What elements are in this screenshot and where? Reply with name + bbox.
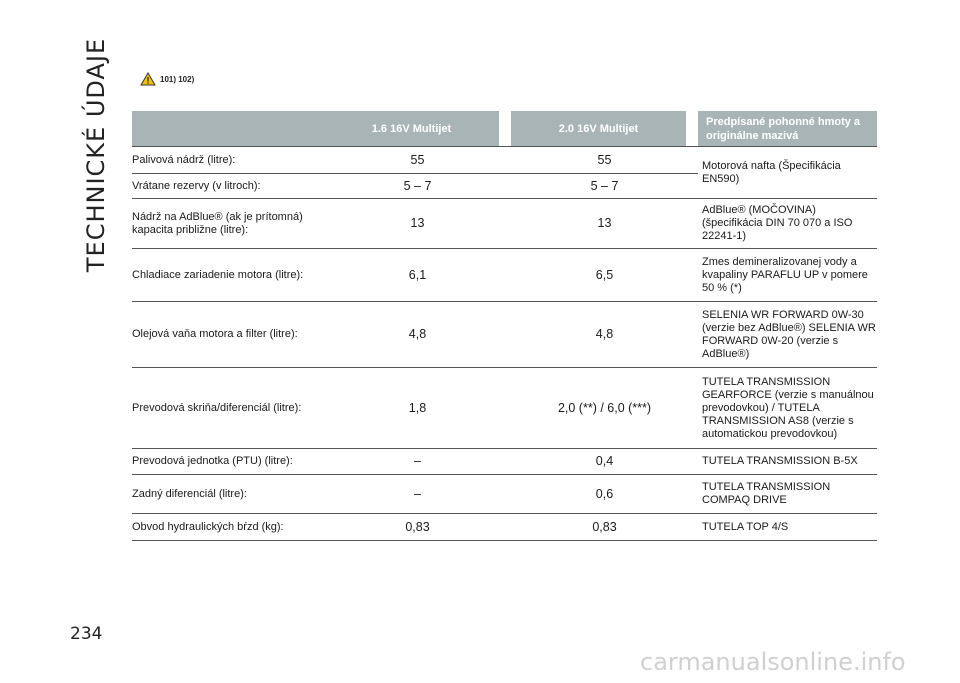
row-name: Prevodová jednotka (PTU) (litre):	[132, 449, 324, 475]
row-value-engine-2: 0,83	[511, 514, 698, 541]
row-value-engine-1: –	[324, 475, 511, 514]
row-value-engine-2: 13	[511, 199, 698, 249]
row-name: Zadný diferenciál (litre):	[132, 475, 324, 514]
row-value-engine-2: 2,0 (**) / 6,0 (***)	[511, 368, 698, 449]
warning-triangle-icon	[140, 72, 156, 86]
page-number: 234	[70, 624, 103, 644]
row-value-engine-2: 5 – 7	[511, 174, 698, 199]
header-fluids: Predpísané pohonné hmoty a originálne mazivá	[698, 111, 877, 147]
row-spec: SELENIA WR FORWARD 0W-30 (verzie bez AdBlue®) SELENIA WR FORWARD 0W-20 (verzie s AdBlue®)	[698, 302, 877, 368]
watermark: carmanualsonline.info	[640, 648, 906, 676]
row-value-engine-1: –	[324, 449, 511, 475]
warning-references	[140, 72, 194, 86]
row-value-engine-1: 13	[324, 199, 511, 249]
fluids-table-wrapper	[132, 111, 877, 541]
header-label-col	[132, 111, 324, 147]
fluids-table	[132, 111, 877, 541]
row-name: Nádrž na AdBlue® (ak je prítomná) kapacita približne (litre):	[132, 199, 324, 249]
header-engine-2: 2.0 16V Multijet	[511, 111, 686, 147]
table-row	[132, 475, 877, 514]
row-value-engine-2: 0,6	[511, 475, 698, 514]
table-row	[132, 449, 877, 475]
row-value-engine-2: 55	[511, 147, 698, 174]
table-row	[132, 249, 877, 302]
row-value-engine-2: 4,8	[511, 302, 698, 368]
header-engine-1: 1.6 16V Multijet	[324, 111, 499, 147]
table-row	[132, 302, 877, 368]
row-value-engine-1: 6,1	[324, 249, 511, 302]
row-value-engine-1: 5 – 7	[324, 174, 511, 199]
table-row	[132, 147, 877, 174]
row-spec: AdBlue® (MOČOVINA) (špecifikácia DIN 70 070 a ISO 22241-1)	[698, 199, 877, 249]
row-spec: TUTELA TRANSMISSION COMPAQ DRIVE	[698, 475, 877, 514]
row-name: Prevodová skriňa/diferenciál (litre):	[132, 368, 324, 449]
table-row	[132, 368, 877, 449]
row-spec: Zmes demineralizovanej vody a kvapaliny PARAFLU UP v pomere 50 % (*)	[698, 249, 877, 302]
row-value-engine-2: 6,5	[511, 249, 698, 302]
warning-ref-text: 101) 102)	[160, 74, 195, 84]
row-value-engine-1: 1,8	[324, 368, 511, 449]
row-spec: TUTELA TRANSMISSION B-5X	[698, 449, 877, 475]
row-name: Chladiace zariadenie motora (litre):	[132, 249, 324, 302]
row-name: Palivová nádrž (litre):	[132, 147, 324, 174]
row-name: Obvod hydraulických bŕzd (kg):	[132, 514, 324, 541]
row-spec: TUTELA TOP 4/S	[698, 514, 877, 541]
chapter-title: TECHNICKÉ ÚDAJE	[82, 37, 111, 273]
row-value-engine-1: 55	[324, 147, 511, 174]
table-row	[132, 514, 877, 541]
row-spec: Motorová nafta (Špecifikácia EN590)	[698, 147, 877, 199]
table-row	[132, 199, 877, 249]
row-spec: TUTELA TRANSMISSION GEARFORCE (verzie s manuálnou prevodovkou) / TUTELA TRANSMISSION AS8 (verzie s automatickou prevodovkou)	[698, 368, 877, 449]
row-value-engine-1: 0,83	[324, 514, 511, 541]
row-value-engine-1: 4,8	[324, 302, 511, 368]
row-name: Olejová vaňa motora a filter (litre):	[132, 302, 324, 368]
table-header-row	[132, 111, 877, 147]
row-value-engine-2: 0,4	[511, 449, 698, 475]
row-name: Vrátane rezervy (v litroch):	[132, 174, 324, 199]
